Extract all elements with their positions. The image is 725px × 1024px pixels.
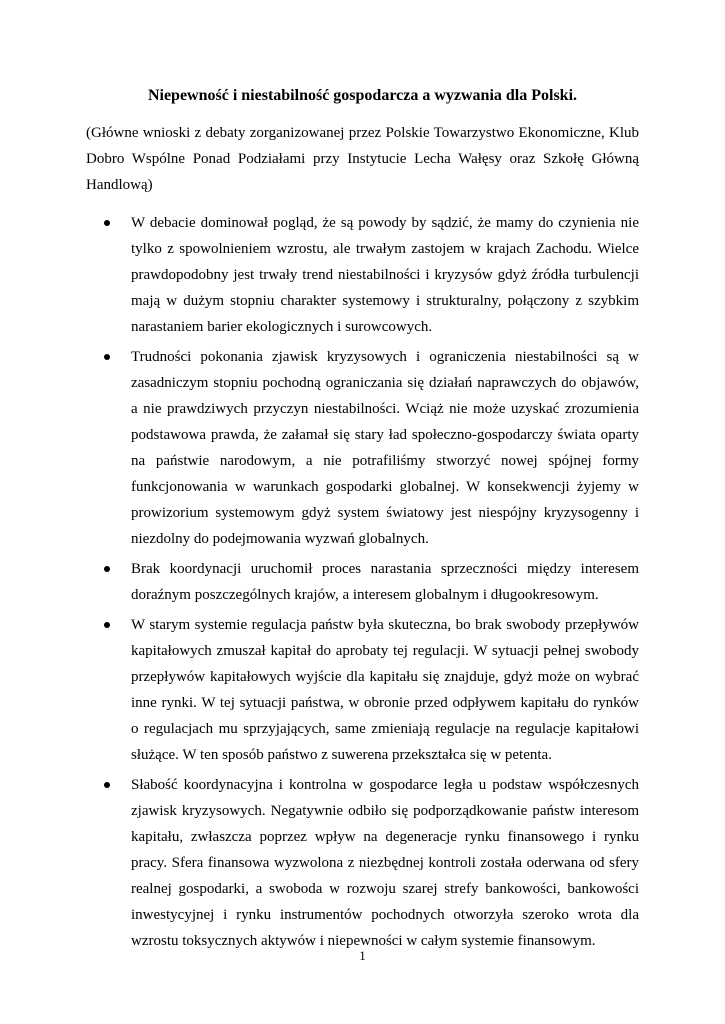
list-item-text: W debacie dominował pogląd, że są powody by sądzić, że mamy do czynienia nie tylko z spowolnieniem wzrostu, ale trwałym zastojem w krajach Zachodu. Wielce prawdopodobny jest trwały trend niestabilności i kryzysów gdyż źródła turbulencji mają w dużym stopniu charakter systemowy i strukturalny, połączony z szybkim narastaniem barier ekologicznych i surowcowych. xyxy=(131,215,639,335)
list-item-text: Słabość koordynacyjna i kontrolna w gospodarce legła u podstaw współczesnych zjawisk kryzysowych. Negatywnie odbiło się podporządkowanie państw interesom kapitału, zwłaszcza poprzez wpływ na degeneracje rynku finansowego i rynku pracy. Sfera finansowa wyzwolona z niezbędnej kontroli została oderwana od sfery realnej gospodarki, a swoboda w rozwoju szarej strefy bankowości, bankowości inwestycyjnej i rynku instrumentów pochodnych otworzyła szeroko wrota dla wzrostu toksycznych aktywów i niepewności w całym systemie finansowym. xyxy=(131,777,639,949)
list-item-text: Trudności pokonania zjawisk kryzysowych i ograniczenia niestabilności są w zasadniczym stopniu pochodną ograniczania się działań naprawczych do objawów, a nie prawdziwych przyczyn niestabilności. Wciąż nie może uzyskać zrozumienia podstawowa prawda, że załamał się stary ład społeczno-gospodarczy świata oparty na państwie narodowym, a nie potrafiliśmy stworzyć nowej spójnej formy funkcjonowania w warunkach gospodarki globalnej. W konsekwencji żyjemy w prowizorium systemowym gdyż system światowy jest niespójny kryzysogenny i niezdolny do podejmowania wyzwań globalnych. xyxy=(131,349,639,547)
list-item-text: W starym systemie regulacja państw była skuteczna, bo brak swobody przepływów kapitałowych zmuszał kapitał do aprobaty tej regulacji. W sytuacji pełnej swobody przepływów kapitałowych wyjście dla kapitału się znajduje, gdyż może on wybrać inne rynki. W tej sytuacji państwa, w obronie przed odpływem kapitału do rynków o regulacjach mu sprzyjających, same zmieniają regulacje na regulacje kapitałowi służące. W ten sposób państwo z suwerena przekształca się w petenta. xyxy=(131,617,639,763)
bullet-icon xyxy=(104,354,110,360)
list-item xyxy=(0,210,725,340)
list-item-text: Brak koordynacji uruchomił proces narastania sprzeczności między interesem doraźnym poszczególnych krajów, a interesem globalnym i długookresowym. xyxy=(131,561,639,603)
page-number: 1 xyxy=(359,948,366,963)
bullet-icon xyxy=(104,622,110,628)
list-item xyxy=(0,556,725,608)
list-item xyxy=(0,344,725,552)
bullet-icon xyxy=(104,782,110,788)
page-title: Niepewność i niestabilność gospodarcza a wyzwania dla Polski. xyxy=(147,87,578,104)
bullet-icon xyxy=(104,220,110,226)
bullet-list xyxy=(0,210,725,958)
bullet-icon xyxy=(104,566,110,572)
list-item xyxy=(0,612,725,768)
list-item xyxy=(0,772,725,954)
subtitle: (Główne wnioski z debaty zorganizowanej przez Polskie Towarzystwo Ekonomiczne, Klub Dobro Wspólne Ponad Podziałami przy Instytucie Lecha Wałęsy oraz Szkołę Główną Handlową) xyxy=(86,125,639,193)
